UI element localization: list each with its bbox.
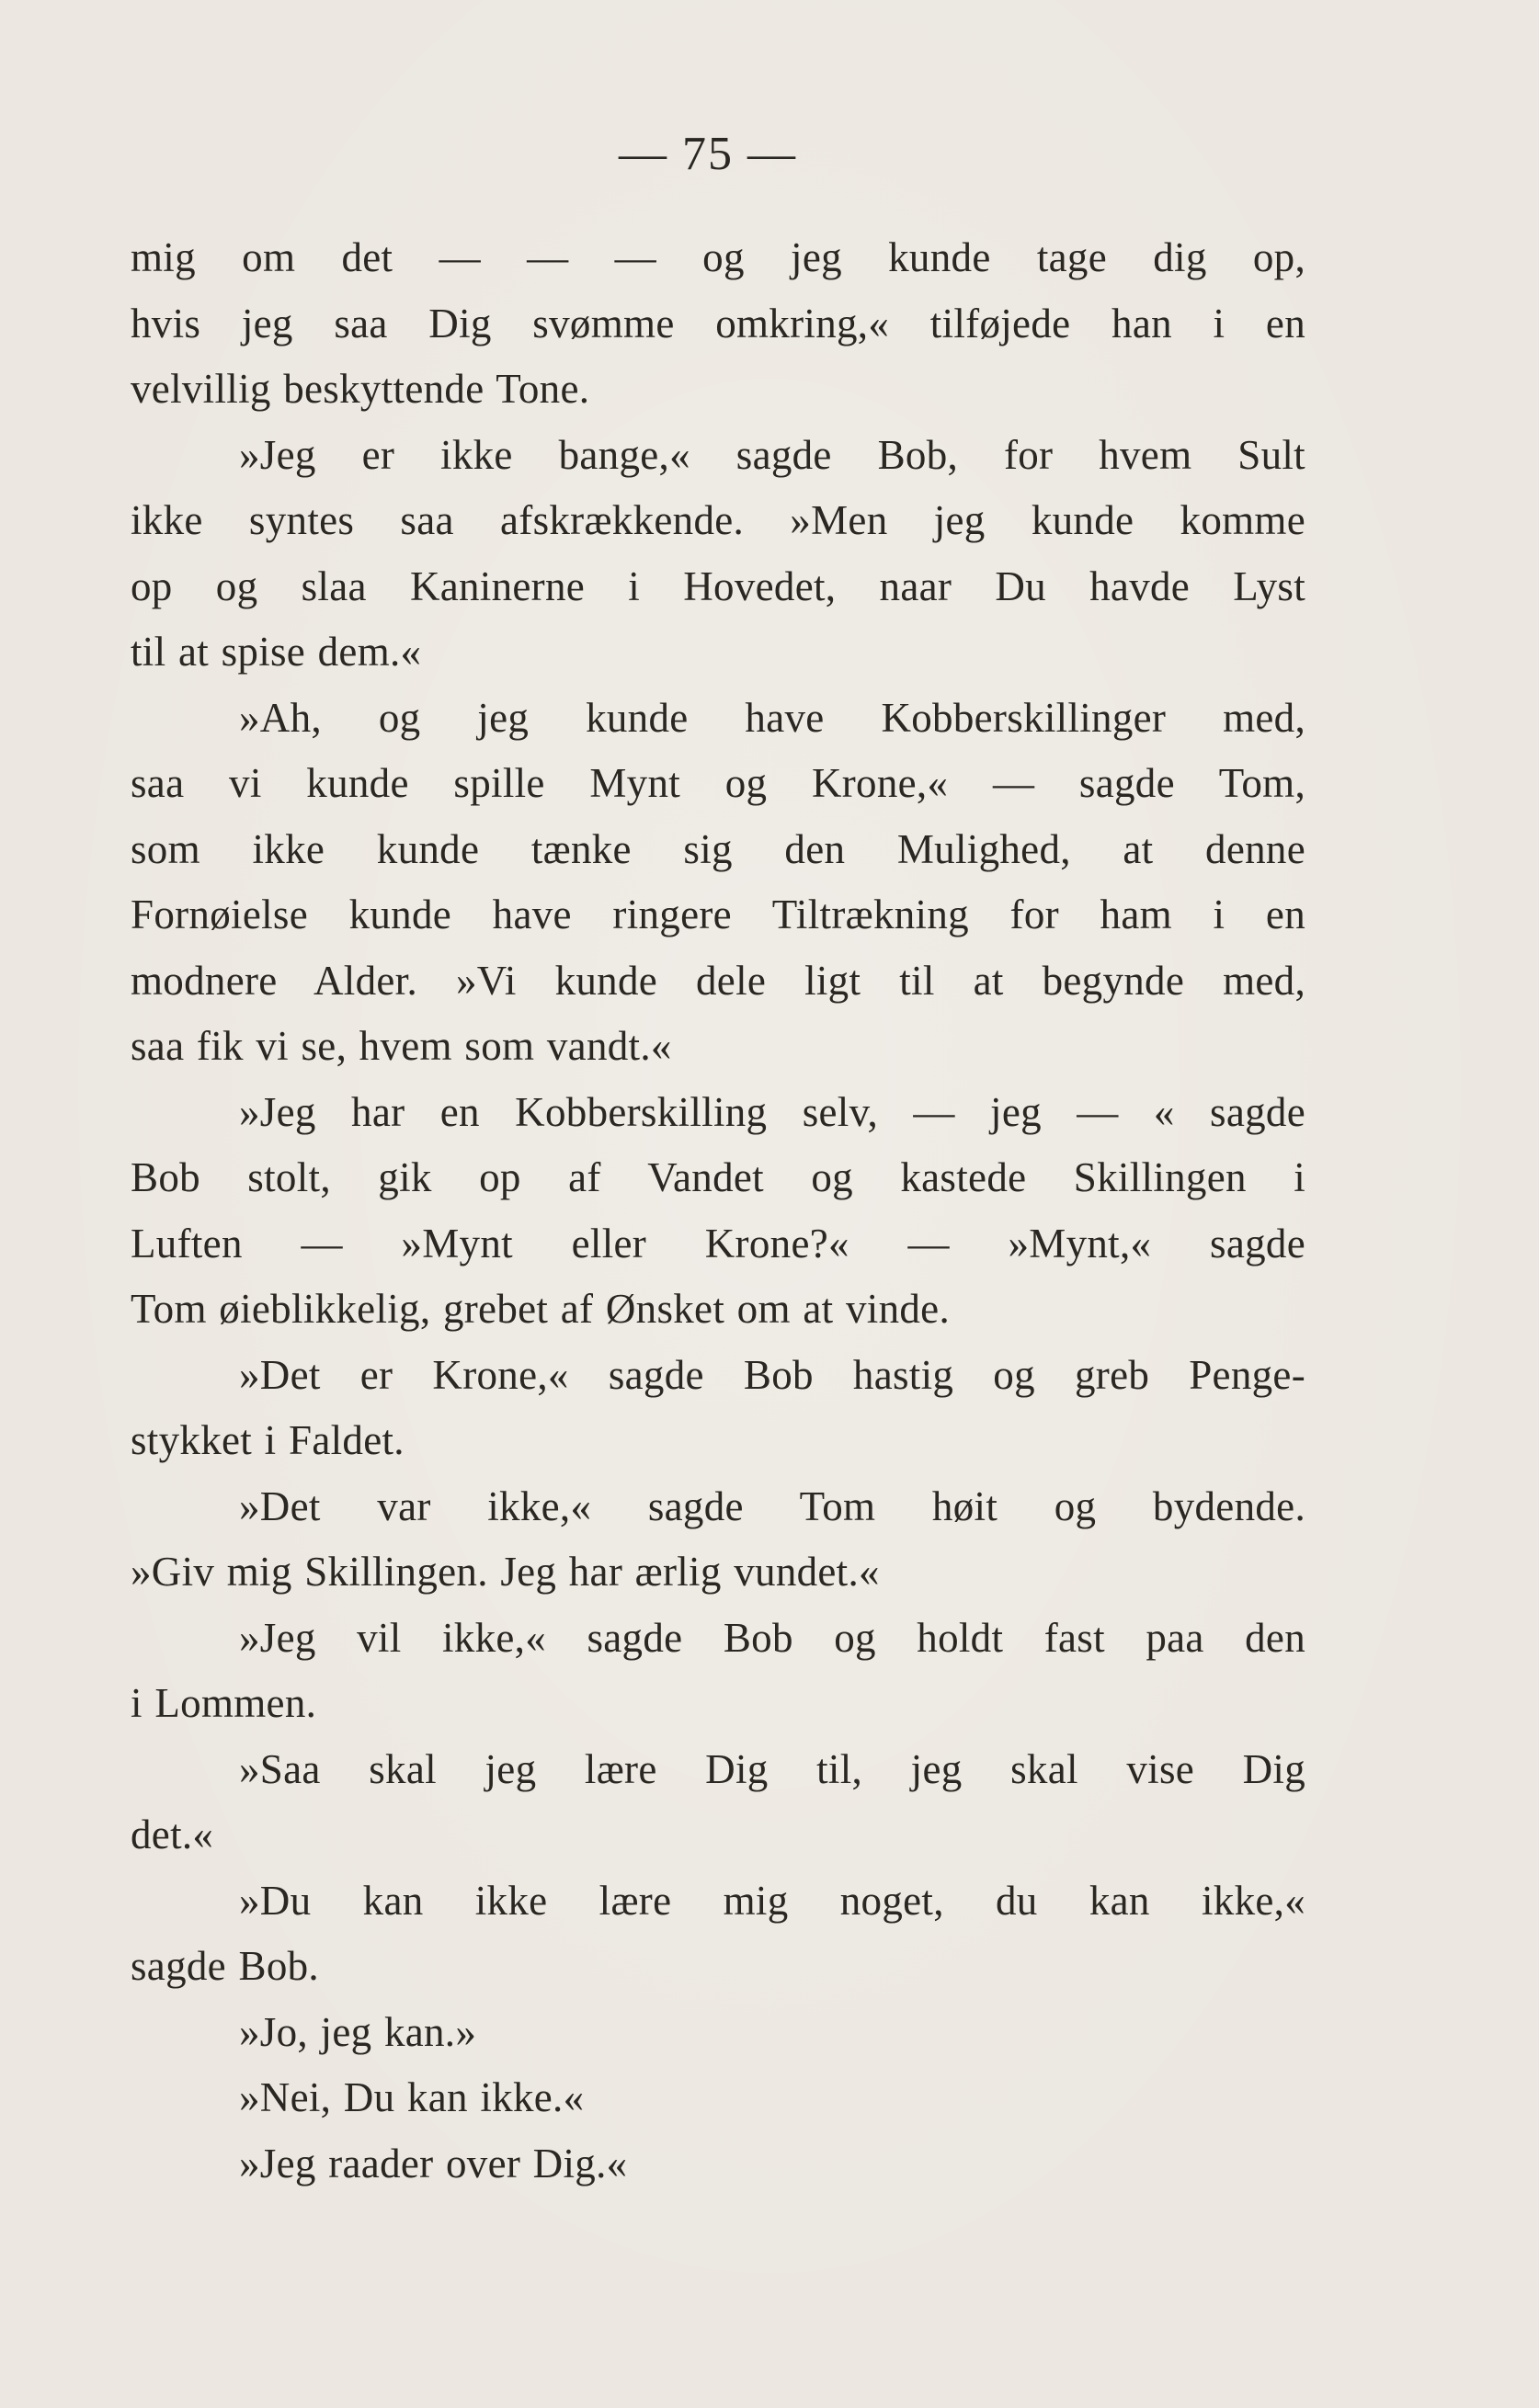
text-line: stykket i Faldet. — [131, 1417, 405, 1463]
page-number: — 75 — — [619, 128, 797, 180]
text-line: Tom øieblikkelig, grebet af Ønsket om at vinde. — [131, 1286, 950, 1332]
text-line: »Det er Krone,« sagde Bob hastig og greb Penge- — [239, 1351, 1305, 1398]
text-line: Fornøielse kunde have ringere Tiltrækning for ham i en — [131, 892, 1305, 937]
text-line: »Du kan ikke lære mig noget, du kan ikke,« — [239, 1877, 1305, 1924]
text-line: til at spise dem.« — [131, 629, 422, 675]
text-line: »Ah, og jeg kunde have Kobberskillinger med, — [239, 694, 1305, 741]
text-line: modnere Alder. »Vi kunde dele ligt til at begynde med, — [131, 957, 1305, 1004]
text-line: »Jeg raader over Dig.« — [239, 2140, 628, 2187]
text-line: »Jeg har en Kobberskilling selv, — jeg — « sagde — [239, 1088, 1305, 1135]
text-line: hvis jeg saa Dig svømme omkring,« tilføjede han i en — [131, 300, 1305, 346]
text-line: »Giv mig Skillingen. Jeg har ærlig vundet.« — [131, 1549, 880, 1595]
text-line: op og slaa Kaninerne i Hovedet, naar Du havde Lyst — [131, 562, 1305, 609]
text-line: »Saa skal jeg lære Dig til, jeg skal vise Dig — [239, 1745, 1305, 1792]
text-line: mig om det — — — og jeg kunde tage dig op, — [131, 234, 1305, 280]
text-line: »Det var ikke,« sagde Tom høit og bydende. — [239, 1482, 1305, 1529]
text-line: velvillig beskyttende Tone. — [131, 366, 590, 412]
text-line: i Lommen. — [131, 1680, 317, 1726]
text-line: »Jeg vil ikke,« sagde Bob og holdt fast paa den — [239, 1614, 1305, 1661]
text-line: »Jo, jeg kan.» — [239, 2008, 477, 2055]
text-line: saa fik vi se, hvem som vandt.« — [131, 1023, 672, 1069]
text-line: Luften — »Mynt eller Krone?« — »Mynt,« sagde — [131, 1220, 1305, 1266]
text-line: det.« — [131, 1812, 214, 1857]
body-text — [131, 225, 1305, 2197]
text-line: Bob stolt, gik op af Vandet og kastede Skillingen i — [131, 1154, 1305, 1200]
text-line: »Nei, Du kan ikke.« — [239, 2074, 585, 2120]
text-line: saa vi kunde spille Mynt og Krone,« — sagde Tom, — [131, 760, 1305, 806]
text-line: som ikke kunde tænke sig den Mulighed, at denne — [131, 825, 1305, 872]
text-line: sagde Bob. — [131, 1943, 319, 1989]
text-line: ikke syntes saa afskrækkende. »Men jeg kunde komme — [131, 497, 1305, 543]
text-line: »Jeg er ikke bange,« sagde Bob, for hvem Sult — [239, 431, 1305, 478]
